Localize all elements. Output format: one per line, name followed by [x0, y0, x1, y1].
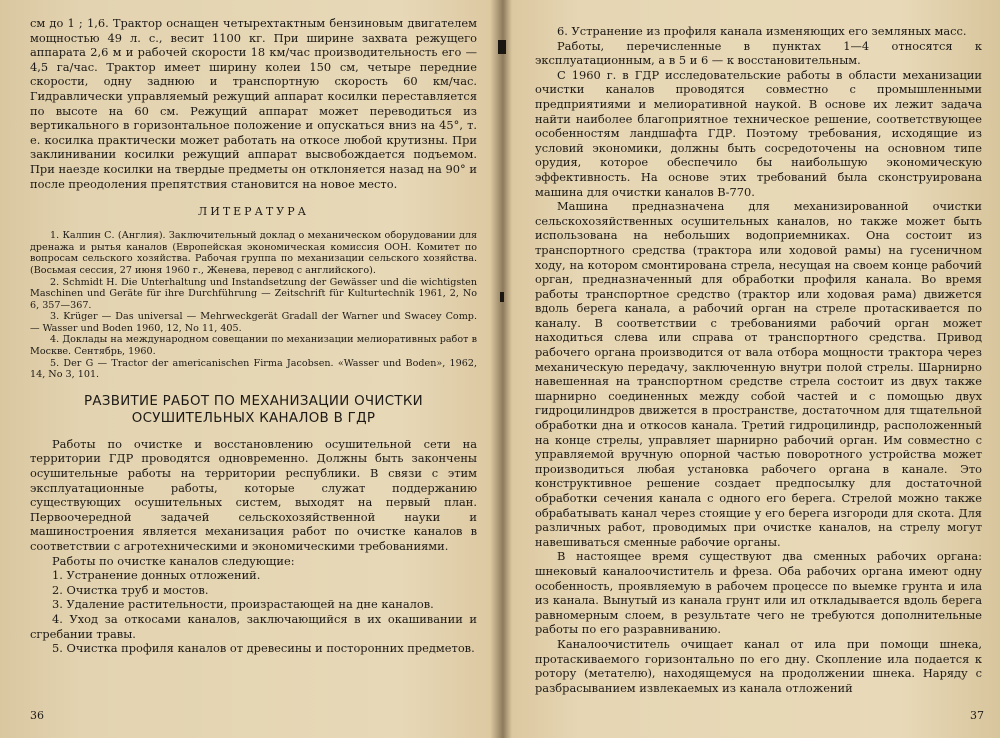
body-paragraph: В настоящее время существуют два сменных рабочих органа: шнековый каналоочиститель и фреза. Оба рабочих органа имеют одну особенность, проявляемую в рабочем процессе по выемке грунта и ила из канала. Вынутый из канала грунт или ил откладывается вдоль берега равномерным слоем, в результате чего не требуются дополнительные работы по его разравниванию.	[535, 549, 982, 637]
page-number: 36	[30, 709, 44, 722]
list-item: 6. Устранение из профиля канала изменяющих его земляных масс.	[557, 24, 967, 38]
body-paragraph: Каналоочиститель очищает канал от ила при помощи шнека, протаскиваемого горизонтально по его дну. Скопление ила подается к ротору (метателю), находящемуся на продолжении шнека. Наряду с разбрасыванием извлекаемых из канала отложений	[535, 636, 982, 695]
reference-item: 5. Der G — Tractor der americanischen Firma Jacobsen. «Wasser und Boden», 1962, 14, No 3, 101.	[30, 357, 477, 381]
right-page	[505, 0, 1000, 738]
page-number: 37	[970, 709, 984, 722]
reference-item: 3. Krüger — Das universal — Mehrweckgerät Gradall der Warner und Swacey Comp. — Wasser und Boden 1960, 12, No 11, 405.	[30, 311, 477, 334]
list-intro: Работы по очистке каналов следующие:	[52, 553, 295, 568]
reference-item: 1. Калпин С. (Англия). Заключительный доклад о механическом оборудовании для дренажа и рытья каналов (Европейская экономическая комиссия ООН. Комитет по вопросам сельского хозяйства. Рабочая группа по механизации сельского хозяйства. (Восьмая сессия, 27 июня 1960 г., Женева, перевод с английского).	[30, 230, 477, 276]
literature-heading: ЛИТЕРАТУРА	[198, 205, 309, 219]
list-item: 2. Очистка труб и мостов.	[52, 582, 209, 597]
list-item: 1. Устранение донных отложений.	[52, 568, 261, 583]
section-paragraph: Работы по очистке и восстановлению осушительной сети на территории ГДР проводятся одновременно. Должны быть закончены осушительные работы на территории республики. В связи с этим эксплуатационные работы, которые служат поддержанию существующих осушительных систем, выходят на первый план. Первоочередной задачей сельскохозяйственной науки и машиностроения является механизация работ по очистке каналов в соответствии с агротехническими и экономическими требованиями.	[30, 436, 477, 553]
body-paragraph: С 1960 г. в ГДР исследовательские работы в области механизации очистки каналов проводятся совместно с промышленными предприятиями и мелиоративной наукой. В основе их лежит задача найти наиболее благоприятное техническое решение, соответствующее особенностям ландшафта ГДР. Поэтому требования, исходящие из условий экономики, должны быть сосредоточены на основном типе орудия, которое обеспечило бы наибольшую экономическую эффективность. На основе этих требований была сконструирована машина для очистки каналов В-770.	[535, 67, 982, 199]
list-item: 4. Уход за откосами каналов, заключающийся в их окашивании и сгребании травы.	[30, 611, 477, 641]
body-paragraph: Машина предназначена для механизированной очистки сельскохозяйственных осушительных каналов, но также может быть использована на небольших водоприемниках. Она состоит из транспортного средства (трактора или ходовой рамы) на гусеничном ходу, на котором смонтирована стрела, несущая на своем конце рабочий орган, предназначенный для обработки профиля канала. Во время работы транспортное средство (трактор или ходовая рама) движется вдоль берега канала, а рабочий орган на стреле протаскивается по каналу. В соответствии с требованиями рабочий орган может находиться слева или справа от транспортного средства. Привод рабочего органа производится от вала отбора мощности трактора через механическую передачу, заключенную внутри полой стрелы. Шарнирно навешенная на транспортном средстве стрела состоит из двух также шарнирно соединенных между собой частей и с помощью двух гидроцилиндров движется в пространстве, достаточном для тщательной обработки дна и откосов канала. Третий гидроцилиндр, расположенный на конце стрелы, управляет шарнирно рабочий орган. Им совместно с управляемой вручную опорной частью поворотного устройства может производиться любая установка рабочего органа в канале. Это конструктивное решение создает предпосылку для достаточной обработки сечения канала с одного его берега. Стрелой можно также обрабатывать канал через стоящие у его берега изгороди для скота. Для различных работ, проводимых при очистке каналов, на стрелу могут навешиваться сменные рабочие органы.	[535, 199, 982, 549]
section-title-line: РАЗВИТИЕ РАБОТ ПО МЕХАНИЗАЦИИ ОЧИСТКИ	[84, 393, 423, 409]
reference-item: 2. Schmidt H. Die Unterhaltung und Instandsetzung der Gewässer und die wichtigsten Maschinen und Geräte für ihre Durchführung — Zeitschrift für Kulturtechnik 1961, 2, No 6, 357—367.	[30, 276, 477, 311]
reference-item: 4. Доклады на международном совещании по механизации мелиоративных работ в Москве. Сентябрь, 1960.	[30, 334, 477, 358]
list-item: 5. Очистка профиля каналов от древесины и посторонних предметов.	[52, 641, 475, 656]
body-paragraph: Работы, перечисленные в пунктах 1—4 относятся к эксплуатационным, а в 5 и 6 — к восстановительным.	[535, 38, 982, 68]
section-title	[30, 393, 477, 427]
list-item: 3. Удаление растительности, произрастающей на дне каналов.	[52, 597, 434, 612]
section-title-line: ОСУШИТЕЛЬНЫХ КАНАЛОВ В ГДР	[131, 410, 376, 426]
intro-paragraph: см до 1 ; 1,6. Трактор оснащен четырехтактным бензиновым двигателем мощностью 49 л. с., весит 1100 кг. При ширине захвата режущего аппарата 2,6 м и рабочей скорости 18 км/час производительность его — 4,5 га/час. Трактор имеет ширину колеи 150 см, четыре передние скорости, одну заднюю и транспортную скорость 60 км/час. Гидравлически управляемый режущий аппарат косилки переставляется по высоте на 60 см. Режущий аппарат может переводиться из вертикального в горизонтальное положение и опускаться вниз на 45°, т. е. косилка практически может работать на откосе любой крутизны. При заклинивании косилки режущий аппарат высвобождается подъемом. При наезде косилки на твердые предметы он отклоняется назад на 90° и после преодоления препятствия становится на новое место.	[30, 16, 477, 191]
